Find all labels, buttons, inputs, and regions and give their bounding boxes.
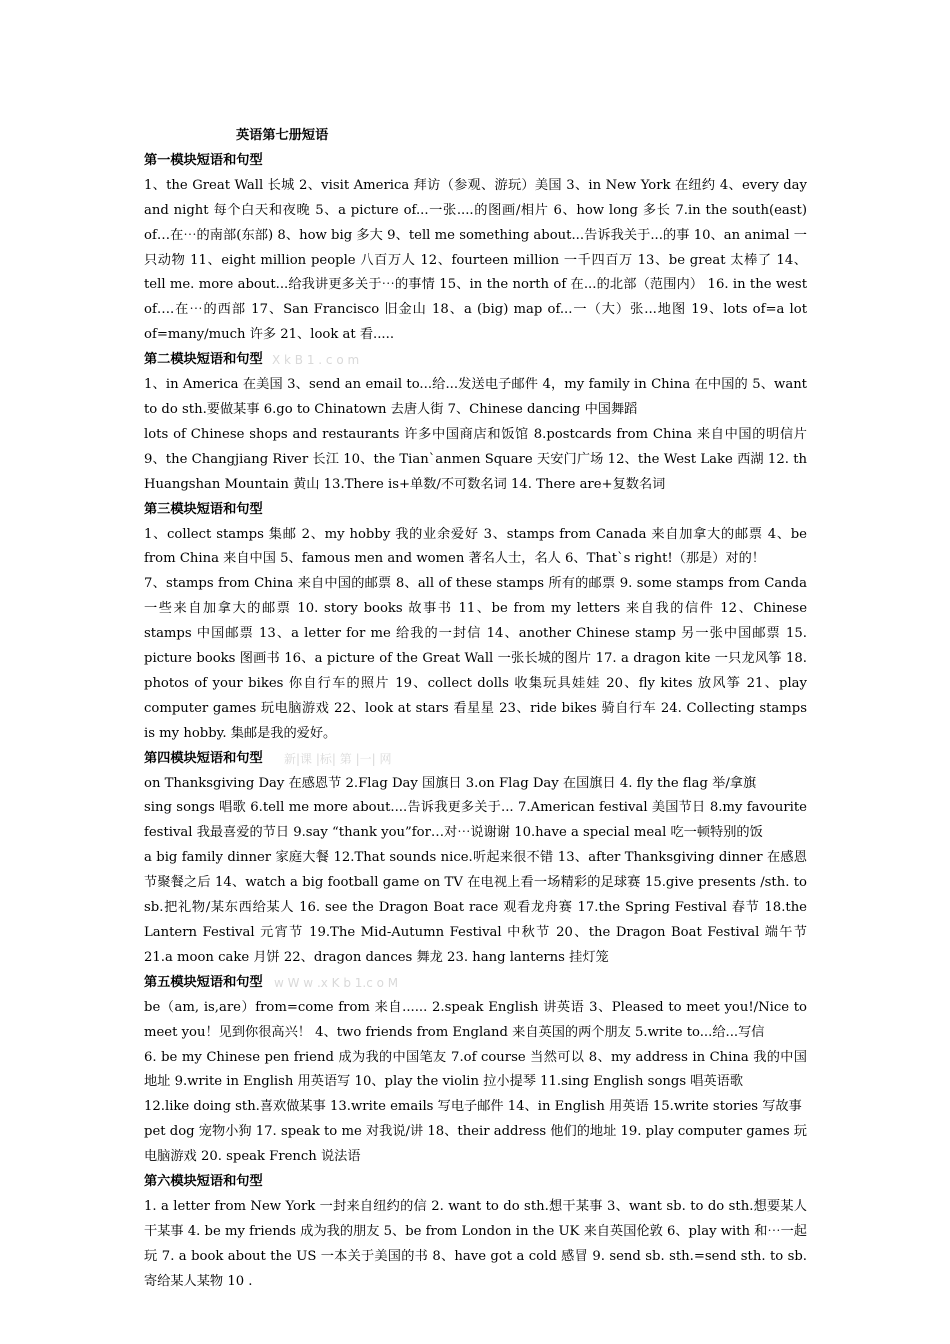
section-heading: 第六模块短语和句型 <box>144 1174 263 1190</box>
section-heading: 第三模块短语和句型 <box>144 501 263 517</box>
paragraph: 7、stamps from China 来自中国的邮票 8、all of these stamps 所有的邮票 9. some stamps from Canda 一些来自加拿大的邮票 10. story books 故事书 11、be from my letters 来自我的信件 12、Chinese stamps 中国邮票 13、a letter for me 给我的一封信 14、another Chinese stamp 另一张中国邮票 15. picture books 图画书 16、a picture of the Great Wall 一张长城的图片 17. a dragon kite 一只龙风筝 18. photos of your bikes 你自行车的照片 19、collect dolls 收集玩具娃娃 20、fly kites 放风筝 21、play computer games 玩电脑游戏 22、look at stars 看星星 23、ride bikes 骑自行车 24. Collecting stamps is my hobby. 集邮是我的爱好。 <box>144 576 807 741</box>
paragraph: 1、in America 在美国 3、send an email to...给...发送电子邮件 4，my family in China 在中国的 5、want to do sth.要做某事 6.go to Chinatown 去唐人街 7、Chinese dancing 中国舞蹈 <box>144 377 807 417</box>
section-heading <box>144 348 807 373</box>
section-heading <box>144 971 807 996</box>
paragraph: a big family dinner 家庭大餐 12.That sounds nice.听起来很不错 13、after Thanksgiving dinner 在感恩节聚餐之后 14、watch a big football game on TV 在电视上看一场精彩的足球赛 15.give presents /sth. to sb.把礼物/某东西给某人 16. see the Dragon Boat race 观看龙舟赛 17.the Spring Festival 春节 18.the Lantern Festival 元宵节 19.The Mid-Autumn Festival 中秋节 20、the Dragon Boat Festival 端午节 21.a moon cake 月饼 22、dragon dances 舞龙 23. hang lanterns 挂灯笼 <box>144 850 807 965</box>
paragraph: 1、the Great Wall 长城 2、visit America 拜访（参观、游玩）美国 3、in New York 在纽约 4、every day and night 每个白天和夜晚 5、a picture of...一张....的图画/相片 6、how long 多长 7.in the south(east) of…在⋯的南部(东部) 8、how big 多大 9、tell me something about...告诉我关于...的事 10、an animal 一只动物 11、eight million people 八百万人 12、fourteen million 一千四百万 13、be great 太棒了 14、tell me. more about...给我讲更多关于⋯的事情 15、in the north of 在...的北部（范围内） 16. in the west of….在⋯的西部 17、San Francisco 旧金山 18、a (big) map of...一（大）张...地图 19、lots of=a lot of=many/much 许多 21、look at 看..... <box>144 177 807 343</box>
paragraph: 6. be my Chinese pen friend 成为我的中国笔友 7.of course 当然可以 8、my address in China 我的中国地址 9.write in English 用英语写 10、play the violin 拉小提琴 11.sing English songs 唱英语歌 <box>144 1049 807 1090</box>
paragraph: lots of Chinese shops and restaurants 许多中国商店和饭馆 8.postcards from China 来自中国的明信片 9、the Changjiang River 长江 10、the Tian`anmen Square 天安门广场 12、the West Lake 西湖 12. th Huangshan Mountain 黄山 13.There is+单数/不可数名词 14. There are+复数名词 <box>144 426 807 492</box>
module-6-section <box>144 1170 807 1295</box>
module-4-section <box>144 747 807 971</box>
document-title: 英语第七册短语 <box>236 128 329 143</box>
paragraph: be（am, is,are）from=come from 来自...... 2.speak English 讲英语 3、Pleased to meet you!/Nice to meet you！见到你很高兴！ 4、two friends from England 来自英国的两个朋友 5.write to...给...写信 <box>144 999 807 1040</box>
watermark-text: X k B 1 . c o m <box>272 353 360 368</box>
watermark-text: 新|课 |标| 第 |一| 网 <box>284 751 392 766</box>
paragraph: 1. a letter from New York 一封来自纽约的信 2. want to do sth.想干某事 3、want sb. to do sth.想要某人干某事 4. be my friends 成为我的朋友 5、be from London in the UK 来自英国伦敦 6、play with 和⋯一起玩 7. a book about the US 一本关于美国的书 8、have got a cold 感冒 9. send sb. sth.=send sth. to sb. 寄给某人某物 10 . <box>144 1198 807 1289</box>
document-page <box>144 124 807 1295</box>
module-1-section <box>144 149 807 348</box>
section-heading-text: 第四模块短语和句型 <box>144 750 263 766</box>
section-heading: 第一模块短语和句型 <box>144 152 263 168</box>
paragraph: 12.like doing sth.喜欢做某事 13.write emails 写电子邮件 14、in English 用英语 15.write stories 写故事 <box>144 1099 802 1115</box>
paragraph: on Thanksgiving Day 在感恩节 2.Flag Day 国旗日 3.on Flag Day 在国旗日 4. fly the flag 举/拿旗 <box>144 775 757 791</box>
module-5-section <box>144 971 807 1170</box>
module-3-section <box>144 498 807 747</box>
section-heading <box>144 747 807 772</box>
paragraph: 1、collect stamps 集邮 2、my hobby 我的业余爱好 3、stamps from Canada 来自加拿大的邮票 4、be from China 来自中国 5、famous men and women 著名人士，名人 6、That`s right!（那是）对的！ <box>144 526 807 567</box>
paragraph: sing songs 唱歌 6.tell me more about....告诉我更多关于... 7.American festival 美国节日 8.my favourite festival 我最喜爱的节日 9.say “thank you”for…对⋯说谢谢 10.have a special meal 吃一顿特别的饭 <box>144 800 807 841</box>
module-2-section <box>144 348 807 497</box>
section-heading-text: 第二模块短语和句型 <box>144 352 263 368</box>
section-heading-text: 第五模块短语和句型 <box>144 974 263 990</box>
watermark-text: w W w .x K b 1.c o M <box>274 975 399 990</box>
paragraph: pet dog 宠物小狗 17. speak to me 对我说/讲 18、their address 他们的地址 19. play computer games 玩电脑游戏 20. speak French 说法语 <box>144 1124 807 1165</box>
